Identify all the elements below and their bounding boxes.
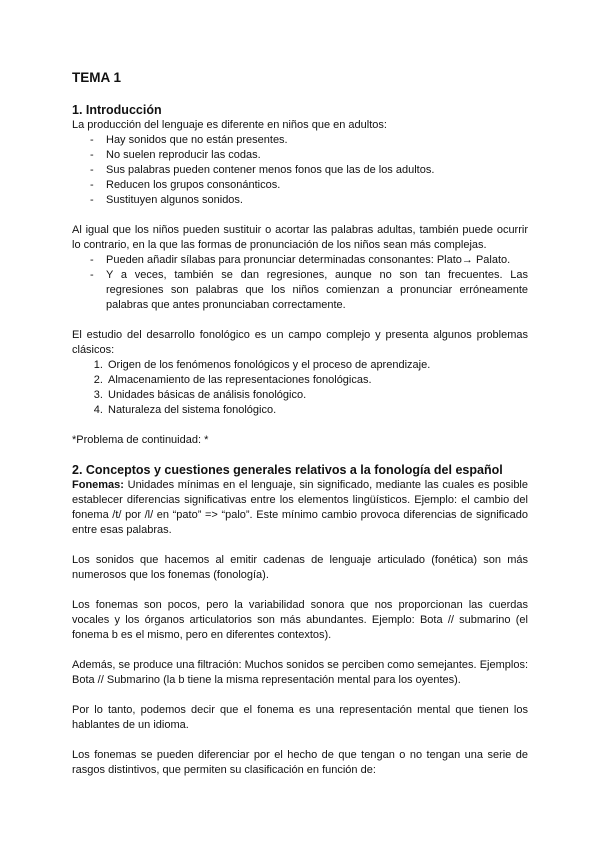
fonemas-text: Unidades mínimas en el lenguaje, sin significado, mediante las cuales es posible establecer diferencias significativas entre los elementos lingüísticos. Ejemplo: el cambio del fonema /t/ por /l/ en “pato” => “palo”. Este mínimo cambio provoca diferencias de significado entre esas palabras. [72,479,528,536]
paragraph: Los sonidos que hacemos al emitir cadenas de lenguaje articulado (fonética) son más numerosos que los fonemas (fonología). [72,554,528,581]
section-1-intro: La producción del lenguaje es diferente en niños que en adultos: [72,119,387,131]
problems-list [72,358,528,418]
list-item: - Reducen los grupos consonánticos. [90,178,528,193]
list-item: 3. Unidades básicas de análisis fonológico. [106,388,528,403]
list-item: - Hay sonidos que no están presentes. [90,133,528,148]
section-2-heading: 2. Conceptos y cuestiones generales relativos a la fonología del español [72,463,503,477]
list-item: 1. Origen de los fenómenos fonológicos y el proceso de aprendizaje. [106,358,528,373]
fonemas-label: Fonemas: [72,479,124,491]
differences-list [72,133,528,208]
paragraph: El estudio del desarrollo fonológico es un campo complejo y presenta algunos problemas clásicos: [72,329,528,356]
list-item: - Sus palabras pueden contener menos fonos que las de los adultos. [90,163,528,178]
paragraph: Al igual que los niños pueden sustituir o acortar las palabras adultas, también puede ocurrir lo contrario, en la que las formas de pronunciación de los niños sean más complejas. [72,224,528,251]
paragraph: Los fonemas se pueden diferenciar por el hecho de que tengan o no tengan una serie de rasgos distintivos, que permiten su clasificación en función de: [72,749,528,776]
document-page [72,70,528,778]
list-item: 4. Naturaleza del sistema fonológico. [106,403,528,418]
paragraph: Por lo tanto, podemos decir que el fonema es una representación mental que tienen los hablantes de un idioma. [72,704,528,731]
paragraph: Los fonemas son pocos, pero la variabilidad sonora que nos proporcionan las cuerdas vocales y los órganos articulatorios son más abundantes. Ejemplo: Bota // submarino (el fonema b es el mismo, pero en diferentes contextos). [72,599,528,641]
list-item: 2. Almacenamiento de las representaciones fonológicas. [106,373,528,388]
continuity-note: *Problema de continuidad: * [72,434,209,446]
paragraph: Además, se produce una filtración: Muchos sonidos se perciben como semejantes. Ejemplos: Bota // Submarino (la b tiene la misma representación mental para los oyentes). [72,659,528,686]
list-item: - Y a veces, también se dan regresiones, aunque no son tan frecuentes. Las regresiones son palabras que los niños comienzan a pronunciar erróneamente palabras que antes pronunciaban correctamente. [90,268,528,313]
section-1-heading: 1. Introducción [72,103,162,117]
list-item: - Pueden añadir sílabas para pronunciar determinadas consonantes: Plato→ Palato. [90,253,528,268]
complexity-list [72,253,528,313]
document-title: TEMA 1 [72,70,122,85]
list-item: - Sustituyen algunos sonidos. [90,193,528,208]
fonemas-definition [72,478,528,538]
list-item: - No suelen reproducir las codas. [90,148,528,163]
